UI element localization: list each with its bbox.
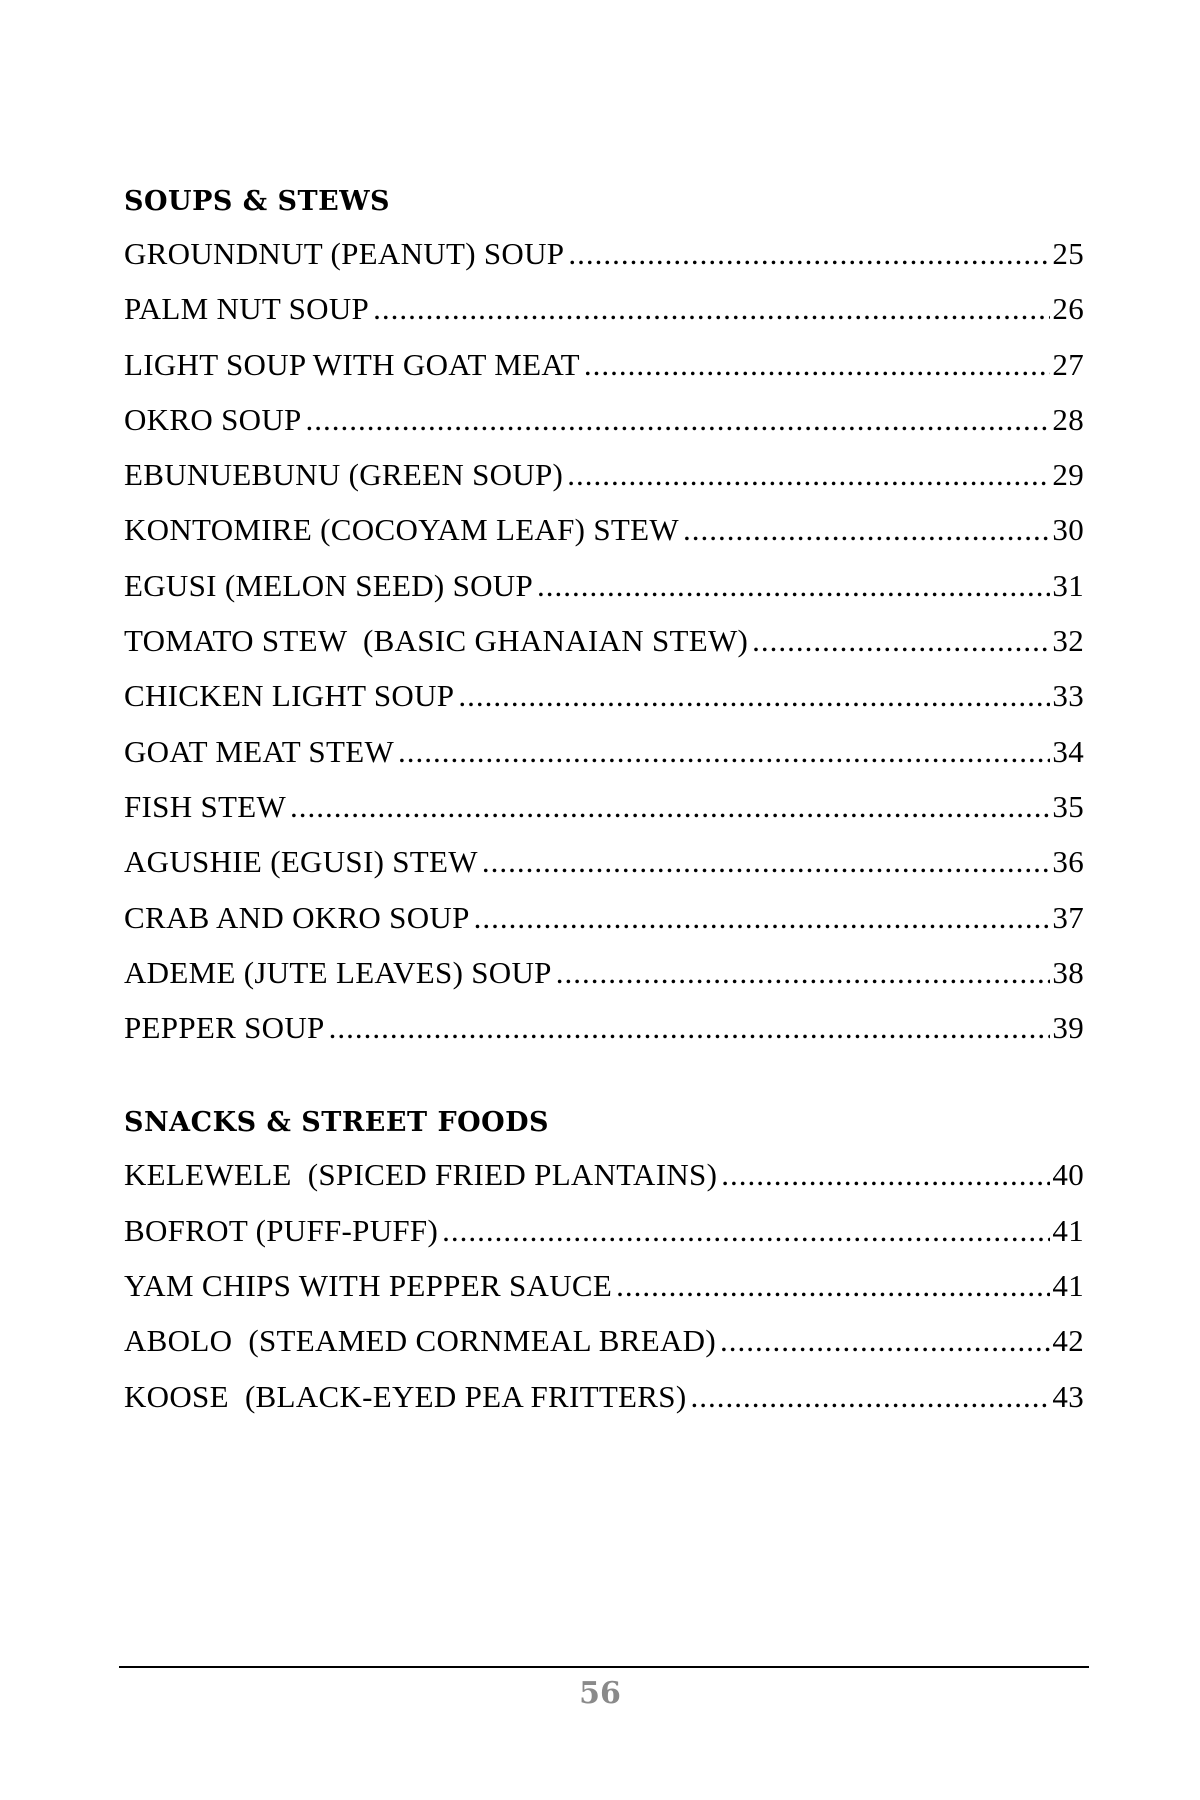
toc-list xyxy=(124,1147,1084,1423)
dot-leader xyxy=(721,1147,1050,1202)
dot-leader xyxy=(458,668,1050,723)
dot-leader xyxy=(442,1203,1050,1258)
toc-entry xyxy=(124,392,1084,447)
toc-entry-page: 30 xyxy=(1052,512,1084,548)
toc-entry-page: 27 xyxy=(1052,346,1084,382)
toc-entry-page: 33 xyxy=(1052,678,1084,714)
toc-entry-title: EGUSI (MELON SEED) SOUP xyxy=(124,567,534,603)
toc-entry xyxy=(124,502,1084,557)
dot-leader xyxy=(752,613,1050,668)
toc-entry-page: 36 xyxy=(1052,844,1084,880)
section-heading: SNACKS & STREET FOODS xyxy=(124,1107,550,1139)
dot-leader xyxy=(482,834,1051,889)
toc-entry-page: 43 xyxy=(1052,1378,1084,1414)
dot-leader xyxy=(616,1258,1050,1313)
toc-entry-title: GROUNDNUT (PEANUT) SOUP xyxy=(124,236,565,271)
dot-leader xyxy=(329,1000,1051,1055)
dot-leader xyxy=(568,226,1050,281)
toc-entry-title: FISH STEW xyxy=(124,788,287,824)
toc-entry-title: TOMATO STEW (BASIC GHANAIAN STEW) xyxy=(124,623,749,659)
toc-entry-title: PEPPER SOUP xyxy=(124,1010,325,1046)
dot-leader xyxy=(537,558,1050,613)
dot-leader xyxy=(556,945,1051,1000)
toc-entry-title: OKRO SOUP xyxy=(124,401,302,437)
toc-section-snacks-street-foods xyxy=(124,1099,1084,1423)
dot-leader xyxy=(373,281,1050,336)
toc-entry-page: 32 xyxy=(1052,623,1084,659)
table-of-contents xyxy=(124,178,1084,1424)
toc-entry xyxy=(124,281,1084,336)
toc-entry-title: YAM CHIPS WITH PEPPER SAUCE xyxy=(124,1268,613,1304)
toc-entry-page: 42 xyxy=(1052,1323,1084,1359)
toc-entry xyxy=(124,668,1084,723)
toc-entry xyxy=(124,613,1084,668)
toc-entry xyxy=(124,226,1084,281)
toc-entry xyxy=(124,1313,1084,1368)
toc-entry xyxy=(124,1203,1084,1258)
toc-entry-page: 34 xyxy=(1052,733,1084,769)
toc-entry-title: EBUNUEBUNU (GREEN SOUP) xyxy=(124,457,564,493)
toc-entry xyxy=(124,890,1084,945)
toc-entry xyxy=(124,447,1084,502)
toc-entry xyxy=(124,1147,1084,1202)
toc-list xyxy=(124,226,1084,1055)
toc-entry-title: CRAB AND OKRO SOUP xyxy=(124,899,470,935)
toc-entry-title: KELEWELE (SPICED FRIED PLANTAINS) xyxy=(124,1157,718,1193)
toc-entry-title: KOOSE (BLACK-EYED PEA FRITTERS) xyxy=(124,1378,687,1414)
toc-entry xyxy=(124,779,1084,834)
toc-entry-page: 28 xyxy=(1052,401,1084,437)
toc-entry xyxy=(124,337,1084,392)
toc-entry-title: ABOLO (STEAMED CORNMEAL BREAD) xyxy=(124,1323,716,1359)
toc-entry-title: KONTOMIRE (COCOYAM LEAF) STEW xyxy=(124,512,679,548)
dot-leader xyxy=(683,502,1050,557)
toc-entry-page: 40 xyxy=(1052,1157,1084,1193)
toc-entry xyxy=(124,1000,1084,1055)
toc-section-soups-stews xyxy=(124,178,1084,1055)
toc-entry xyxy=(124,834,1084,889)
toc-entry-title: ADEME (JUTE LEAVES) SOUP xyxy=(124,954,552,990)
toc-entry xyxy=(124,945,1084,1000)
toc-entry-page: 35 xyxy=(1052,788,1084,824)
toc-entry-title: GOAT MEAT STEW xyxy=(124,733,395,769)
dot-leader xyxy=(474,890,1051,945)
toc-entry-title: PALM NUT SOUP xyxy=(124,291,370,327)
toc-entry-title: AGUSHIE (EGUSI) STEW xyxy=(124,844,478,880)
dot-leader xyxy=(567,447,1050,502)
toc-entry xyxy=(124,1258,1084,1313)
toc-entry-page: 41 xyxy=(1052,1212,1084,1248)
dot-leader xyxy=(290,779,1050,834)
page-number: 56 xyxy=(579,1676,621,1711)
toc-entry-page: 31 xyxy=(1052,567,1084,603)
footer-divider xyxy=(119,1666,1089,1668)
dot-leader xyxy=(690,1369,1050,1424)
toc-entry-page: 37 xyxy=(1052,899,1084,935)
toc-entry xyxy=(124,724,1084,779)
dot-leader xyxy=(306,392,1051,447)
toc-entry-page: 29 xyxy=(1052,457,1084,493)
toc-entry-title: CHICKEN LIGHT SOUP xyxy=(124,678,455,714)
toc-entry-title: BOFROT (PUFF-PUFF) xyxy=(124,1212,439,1248)
toc-entry-page: 25 xyxy=(1052,236,1084,271)
toc-entry-page: 38 xyxy=(1052,954,1084,990)
dot-leader xyxy=(398,724,1050,779)
toc-entry-page: 39 xyxy=(1052,1010,1084,1046)
toc-entry xyxy=(124,1369,1084,1424)
toc-entry-page: 26 xyxy=(1052,291,1084,327)
toc-entry-title: LIGHT SOUP WITH GOAT MEAT xyxy=(124,346,580,382)
dot-leader xyxy=(584,337,1051,392)
dot-leader xyxy=(720,1313,1050,1368)
toc-entry-page: 41 xyxy=(1052,1268,1084,1304)
toc-entry xyxy=(124,558,1084,613)
section-heading: SOUPS & STEWS xyxy=(124,186,391,217)
